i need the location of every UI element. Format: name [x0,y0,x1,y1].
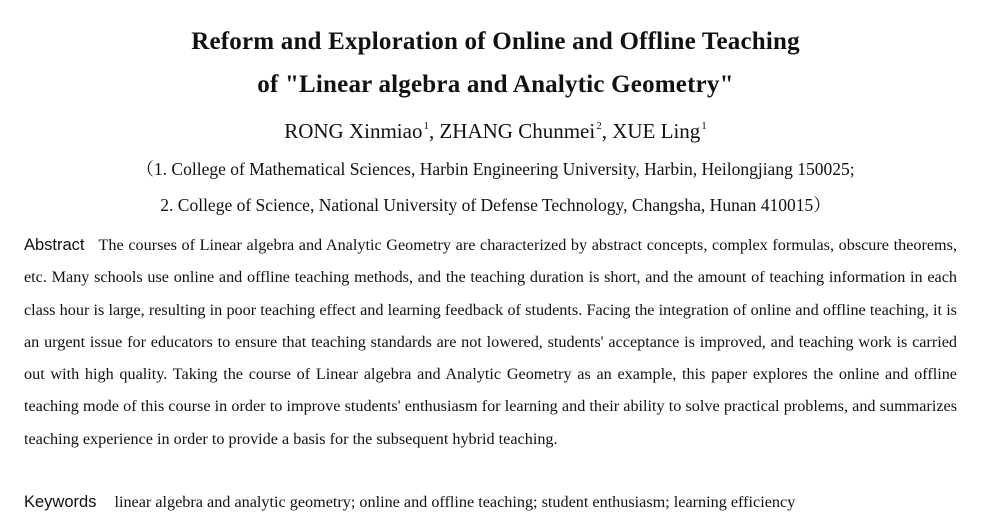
title-line-1: Reform and Exploration of Online and Offline Teaching [191,28,800,55]
abstract-text: The courses of Linear algebra and Analytic Geometry are characterized by abstract concepts, complex formulas, obscure theorems, etc. Many schools use online and offline teaching methods, and the teaching duration is short, and the amount of teaching information in each class hour is large, resulting in poor teaching effect and learning feedback of students. Facing the integration of online and offline teaching, it is an urgent issue for educators to ensure that teaching standards are not lowered, students' acceptance is improved, and teaching work is carried out with high quality. Taking the course of Linear algebra and Analytic Geometry as an example, this paper explores the online and offline teaching mode of this course in order to improve students' enthusiasm for learning and their ability to solve practical problems, and summarizes teaching experience in order to provide a basis for the subsequent hybrid teaching. [24,236,957,448]
affiliation-line-2: 2. College of Science, National University of Defense Technology, Changsha, Hunan 410015） [160,195,831,215]
author-separator: , [428,119,440,143]
author-list [0,118,991,144]
abstract-paragraph [24,229,957,455]
author-affiliation-mark: 1 [701,120,707,132]
author-separator: , [601,119,613,143]
keywords-text: linear algebra and analytic geometry; online and offline teaching; student enthusiasm; learning efficiency [114,493,796,511]
keywords-line [24,489,957,515]
affiliation-line-1: （1. College of Mathematical Sciences, Harbin Engineering University, Harbin, Heilongjiang 150025; [136,159,855,179]
author-name: XUE Ling [612,119,701,143]
author-name: ZHANG Chunmei [439,119,596,143]
author-affiliation-mark: 2 [596,120,602,132]
author-affiliation-mark: 1 [423,120,429,132]
keywords-label: Keywords [24,493,97,511]
author-name: RONG Xinmiao [284,119,423,143]
title-line-2: of "Linear algebra and Analytic Geometry" [257,71,734,98]
abstract-label: Abstract [24,236,85,254]
